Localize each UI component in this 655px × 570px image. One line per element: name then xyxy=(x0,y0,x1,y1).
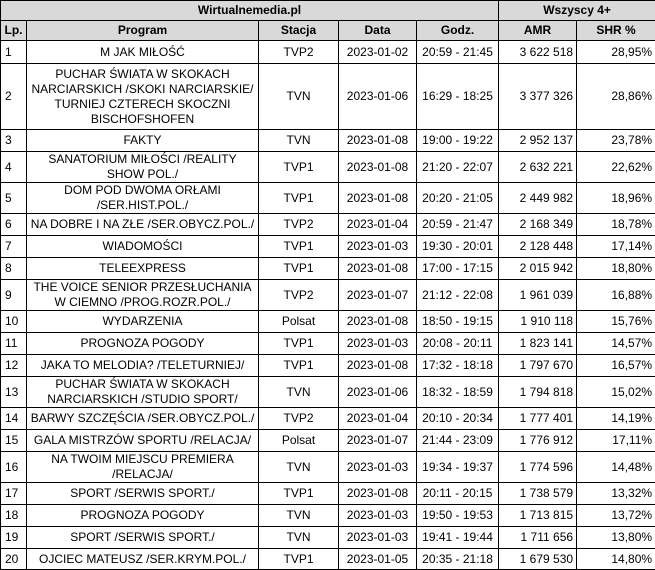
cell-data: 2023-01-03 xyxy=(339,236,417,258)
cell-shr: 28,95% xyxy=(577,41,655,64)
cell-shr: 14,57% xyxy=(577,333,655,355)
table-row xyxy=(1,311,655,333)
cell-program: SPORT /SERWIS SPORT./ xyxy=(27,483,259,505)
cell-program: SPORT /SERWIS SPORT./ xyxy=(27,527,259,549)
cell-lp: 6 xyxy=(1,214,27,236)
table-row xyxy=(1,355,655,377)
cell-data: 2023-01-08 xyxy=(339,183,417,214)
table-row xyxy=(1,214,655,236)
cell-shr: 17,14% xyxy=(577,236,655,258)
cell-shr: 16,57% xyxy=(577,355,655,377)
cell-stacja: TVN xyxy=(259,130,339,152)
cell-lp: 13 xyxy=(1,377,27,408)
cell-lp: 1 xyxy=(1,41,27,64)
cell-lp: 16 xyxy=(1,452,27,483)
cell-stacja: TVN xyxy=(259,64,339,130)
cell-amr: 1 776 912 xyxy=(499,430,577,452)
cell-data: 2023-01-07 xyxy=(339,430,417,452)
cell-program: PROGNOZA POGODY xyxy=(27,333,259,355)
cell-godz: 20:10 - 20:34 xyxy=(417,408,499,430)
cell-stacja: TVP1 xyxy=(259,152,339,183)
cell-shr: 16,88% xyxy=(577,280,655,311)
cell-stacja: TVP1 xyxy=(259,483,339,505)
table-row xyxy=(1,183,655,214)
cell-program: NA DOBRE I NA ZŁE /SER.OBYCZ.POL./ xyxy=(27,214,259,236)
cell-shr: 15,02% xyxy=(577,377,655,408)
cell-godz: 19:50 - 19:53 xyxy=(417,505,499,527)
cell-godz: 19:00 - 19:22 xyxy=(417,130,499,152)
cell-stacja: Polsat xyxy=(259,311,339,333)
table-row xyxy=(1,527,655,549)
header-row-columns xyxy=(1,21,655,41)
col-header-program: Program xyxy=(27,21,259,41)
cell-stacja: TVP2 xyxy=(259,280,339,311)
cell-lp: 10 xyxy=(1,311,27,333)
cell-data: 2023-01-08 xyxy=(339,130,417,152)
cell-godz: 20:59 - 21:47 xyxy=(417,214,499,236)
cell-amr: 1 774 596 xyxy=(499,452,577,483)
cell-shr: 28,86% xyxy=(577,64,655,130)
cell-lp: 9 xyxy=(1,280,27,311)
audience-label: Wszyscy 4+ xyxy=(499,1,655,21)
site-title: Wirtualnemedia.pl xyxy=(1,1,499,21)
cell-stacja: TVP2 xyxy=(259,214,339,236)
cell-stacja: TVP1 xyxy=(259,355,339,377)
cell-data: 2023-01-03 xyxy=(339,527,417,549)
cell-amr: 2 449 982 xyxy=(499,183,577,214)
cell-godz: 21:12 - 22:08 xyxy=(417,280,499,311)
cell-godz: 16:29 - 18:25 xyxy=(417,64,499,130)
cell-amr: 1 797 670 xyxy=(499,355,577,377)
cell-program: GALA MISTRZÓW SPORTU /RELACJA/ xyxy=(27,430,259,452)
cell-program: THE VOICE SENIOR PRZESŁUCHANIA W CIEMNO /PROG.ROZR.POL./ xyxy=(27,280,259,311)
cell-program: TELEEXPRESS xyxy=(27,258,259,280)
cell-program: WIADOMOŚCI xyxy=(27,236,259,258)
cell-shr: 13,32% xyxy=(577,483,655,505)
cell-shr: 14,80% xyxy=(577,549,655,570)
table-row xyxy=(1,280,655,311)
cell-data: 2023-01-04 xyxy=(339,408,417,430)
cell-shr: 22,62% xyxy=(577,152,655,183)
cell-shr: 23,78% xyxy=(577,130,655,152)
cell-data: 2023-01-06 xyxy=(339,64,417,130)
col-header-lp: Lp. xyxy=(1,21,27,41)
cell-amr: 1 777 401 xyxy=(499,408,577,430)
col-header-amr: AMR xyxy=(499,21,577,41)
cell-stacja: TVP1 xyxy=(259,333,339,355)
table-row xyxy=(1,41,655,64)
cell-stacja: TVN xyxy=(259,505,339,527)
cell-program: PROGNOZA POGODY xyxy=(27,505,259,527)
cell-lp: 14 xyxy=(1,408,27,430)
cell-amr: 3 622 518 xyxy=(499,41,577,64)
cell-lp: 8 xyxy=(1,258,27,280)
cell-program: FAKTY xyxy=(27,130,259,152)
cell-godz: 20:59 - 21:45 xyxy=(417,41,499,64)
cell-lp: 18 xyxy=(1,505,27,527)
cell-stacja: TVP1 xyxy=(259,236,339,258)
cell-shr: 18,78% xyxy=(577,214,655,236)
cell-godz: 19:41 - 19:44 xyxy=(417,527,499,549)
cell-program: JAKA TO MELODIA? /TELETURNIEJ/ xyxy=(27,355,259,377)
cell-lp: 11 xyxy=(1,333,27,355)
cell-data: 2023-01-03 xyxy=(339,333,417,355)
cell-amr: 1 713 815 xyxy=(499,505,577,527)
cell-data: 2023-01-03 xyxy=(339,505,417,527)
cell-godz: 19:30 - 20:01 xyxy=(417,236,499,258)
cell-amr: 1 910 118 xyxy=(499,311,577,333)
cell-data: 2023-01-02 xyxy=(339,41,417,64)
table-row xyxy=(1,377,655,408)
cell-data: 2023-01-05 xyxy=(339,549,417,570)
cell-lp: 4 xyxy=(1,152,27,183)
cell-program: WYDARZENIA xyxy=(27,311,259,333)
cell-amr: 1 679 530 xyxy=(499,549,577,570)
cell-godz: 21:20 - 22:07 xyxy=(417,152,499,183)
cell-program: OJCIEC MATEUSZ /SER.KRYM.POL./ xyxy=(27,549,259,570)
cell-data: 2023-01-06 xyxy=(339,377,417,408)
cell-godz: 17:00 - 17:15 xyxy=(417,258,499,280)
table-row xyxy=(1,130,655,152)
cell-shr: 13,80% xyxy=(577,527,655,549)
cell-lp: 2 xyxy=(1,64,27,130)
cell-stacja: TVN xyxy=(259,527,339,549)
cell-lp: 7 xyxy=(1,236,27,258)
cell-lp: 17 xyxy=(1,483,27,505)
cell-lp: 15 xyxy=(1,430,27,452)
cell-amr: 1 823 141 xyxy=(499,333,577,355)
col-header-shr: SHR % xyxy=(577,21,655,41)
cell-amr: 1 961 039 xyxy=(499,280,577,311)
table-row xyxy=(1,258,655,280)
cell-amr: 1 794 818 xyxy=(499,377,577,408)
cell-amr: 2 952 137 xyxy=(499,130,577,152)
cell-amr: 3 377 326 xyxy=(499,64,577,130)
cell-stacja: TVP2 xyxy=(259,41,339,64)
table-row xyxy=(1,408,655,430)
cell-data: 2023-01-08 xyxy=(339,483,417,505)
cell-amr: 1 711 656 xyxy=(499,527,577,549)
cell-amr: 2 128 448 xyxy=(499,236,577,258)
cell-godz: 19:34 - 19:37 xyxy=(417,452,499,483)
cell-shr: 13,72% xyxy=(577,505,655,527)
cell-godz: 20:11 - 20:15 xyxy=(417,483,499,505)
cell-stacja: TVN xyxy=(259,377,339,408)
col-header-stacja: Stacja xyxy=(259,21,339,41)
col-header-data: Data xyxy=(339,21,417,41)
cell-lp: 3 xyxy=(1,130,27,152)
cell-stacja: TVP1 xyxy=(259,549,339,570)
cell-data: 2023-01-08 xyxy=(339,311,417,333)
cell-godz: 18:50 - 19:15 xyxy=(417,311,499,333)
cell-amr: 1 738 579 xyxy=(499,483,577,505)
table-row xyxy=(1,549,655,570)
col-header-godz: Godz. xyxy=(417,21,499,41)
table-row xyxy=(1,452,655,483)
cell-shr: 15,76% xyxy=(577,311,655,333)
cell-program: PUCHAR ŚWIATA W SKOKACH NARCIARSKICH /SKOKI NARCIARSKIE/ TURNIEJ CZTERECH SKOCZNI BISCHOFSHOFEN xyxy=(27,64,259,130)
table-row xyxy=(1,64,655,130)
cell-lp: 20 xyxy=(1,549,27,570)
table-row xyxy=(1,483,655,505)
cell-godz: 20:20 - 21:05 xyxy=(417,183,499,214)
cell-shr: 18,80% xyxy=(577,258,655,280)
cell-shr: 14,48% xyxy=(577,452,655,483)
table-row xyxy=(1,333,655,355)
table-row xyxy=(1,152,655,183)
cell-amr: 2 168 349 xyxy=(499,214,577,236)
cell-data: 2023-01-08 xyxy=(339,258,417,280)
cell-shr: 18,96% xyxy=(577,183,655,214)
cell-lp: 12 xyxy=(1,355,27,377)
cell-data: 2023-01-03 xyxy=(339,452,417,483)
cell-amr: 2 015 942 xyxy=(499,258,577,280)
cell-stacja: TVP2 xyxy=(259,408,339,430)
cell-godz: 20:08 - 20:11 xyxy=(417,333,499,355)
cell-program: M JAK MIŁOŚĆ xyxy=(27,41,259,64)
cell-program: BARWY SZCZĘŚCIA /SER.OBYCZ.POL./ xyxy=(27,408,259,430)
table-row xyxy=(1,236,655,258)
cell-stacja: TVN xyxy=(259,452,339,483)
cell-program: DOM POD DWOMA ORŁAMI /SER.HIST.POL./ xyxy=(27,183,259,214)
cell-data: 2023-01-04 xyxy=(339,214,417,236)
cell-program: NA TWOIM MIEJSCU PREMIERA /RELACJA/ xyxy=(27,452,259,483)
cell-shr: 17,11% xyxy=(577,430,655,452)
cell-lp: 5 xyxy=(1,183,27,214)
table-row xyxy=(1,505,655,527)
cell-godz: 21:44 - 23:09 xyxy=(417,430,499,452)
cell-godz: 17:32 - 18:18 xyxy=(417,355,499,377)
cell-stacja: TVP1 xyxy=(259,258,339,280)
header-row-top xyxy=(1,1,655,21)
cell-data: 2023-01-08 xyxy=(339,355,417,377)
cell-data: 2023-01-08 xyxy=(339,152,417,183)
cell-program: PUCHAR ŚWIATA W SKOKACH NARCIARSKICH /STUDIO SPORT/ xyxy=(27,377,259,408)
cell-godz: 20:35 - 21:18 xyxy=(417,549,499,570)
cell-shr: 14,19% xyxy=(577,408,655,430)
cell-data: 2023-01-07 xyxy=(339,280,417,311)
cell-program: SANATORIUM MIŁOŚCI /REALITY SHOW POL./ xyxy=(27,152,259,183)
cell-amr: 2 632 221 xyxy=(499,152,577,183)
cell-stacja: TVP1 xyxy=(259,183,339,214)
table-row xyxy=(1,430,655,452)
cell-godz: 18:32 - 18:59 xyxy=(417,377,499,408)
cell-lp: 19 xyxy=(1,527,27,549)
cell-stacja: Polsat xyxy=(259,430,339,452)
table-body xyxy=(1,41,655,570)
